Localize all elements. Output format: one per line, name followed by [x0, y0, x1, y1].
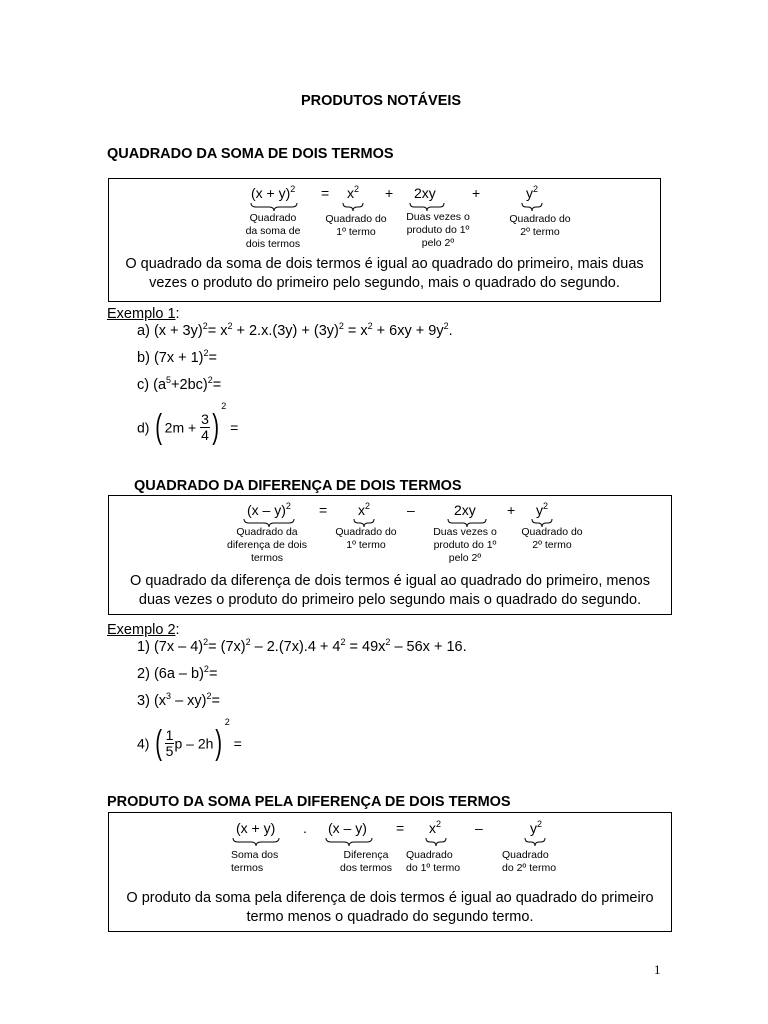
- s1-rule: O quadrado da soma de dois termos é igual ao quadrado do primeiro, mais duas vezes o produto do primeiro pelo segundo, mais o quadrado do segundo.: [125, 256, 644, 291]
- example1-label: Exemplo 1:: [107, 306, 180, 322]
- section1-box: [108, 178, 661, 302]
- s2-label-4: Quadrado do 2º termo: [521, 526, 583, 551]
- example1-c: c) $(a^5+2bc)^2=$: [137, 375, 222, 393]
- example2-2: 2) (6a – b)$^2$=: [137, 664, 218, 682]
- page-title: PRODUTOS NOTÁVEIS: [301, 93, 462, 109]
- s1-label-3: Duas vezes o produto do 1º pelo 2º: [406, 211, 470, 249]
- s2-plus: +: [507, 502, 516, 518]
- page-number: 1: [654, 962, 661, 977]
- example1-d: d) ( 2m + $\frac{3}{4}$ )$^2$ =: [137, 401, 239, 447]
- s1-label-4: Quadrado do 2º termo: [509, 213, 571, 238]
- s2-x2: $x^2$: [358, 501, 371, 518]
- s2-label-1: Quadrado da diferença de dois termos: [227, 526, 307, 564]
- s2-label-3: Duas vezes o produto do 1º pelo 2º: [433, 526, 497, 564]
- s3-x2: $x^2$: [429, 819, 442, 836]
- s2-minus: –: [407, 502, 415, 518]
- s1-plus2: +: [472, 185, 481, 201]
- s1-label-1: Quadrado da soma de dois termos: [245, 212, 301, 250]
- s3-minus: –: [475, 820, 483, 836]
- s1-plus1: +: [385, 185, 394, 201]
- section3-heading: PRODUTO DA SOMA PELA DIFERENÇA DE DOIS TERMOS: [107, 794, 511, 810]
- s3-dot: .: [303, 820, 307, 836]
- s1-brace-4: [521, 202, 543, 212]
- s2-label-2: Quadrado do 1º termo: [335, 526, 397, 551]
- example2-4: 4) ( $\frac{1}{5}$ p – 2h)$^2$ =: [137, 717, 242, 763]
- example1-a: a) $(x + 3y)^2= x^2 + 2.x.(3y) + (3y)^2 = x^2 + 6xy + 9y^2$.: [137, 321, 453, 339]
- s2-rule: O quadrado da diferença de dois termos é igual ao quadrado do primeiro, menos duas vezes o produto do primeiro pelo segundo mais o quadrado do segundo.: [130, 573, 650, 608]
- s1-brace-2: [342, 202, 364, 212]
- example2-label: Exemplo 2:: [107, 622, 180, 638]
- section2-heading: QUADRADO DA DIFERENÇA DE DOIS TERMOS: [134, 478, 462, 494]
- example1-b: b) $(7x + 1)^2=$: [137, 348, 217, 366]
- s2-y2: $y^2$: [536, 501, 549, 518]
- s3-brace-2: [325, 837, 373, 847]
- section1-heading: QUADRADO DA SOMA DE DOIS TERMOS: [107, 146, 394, 162]
- s3-eq: =: [396, 820, 405, 836]
- s3-y2: $y^2$: [530, 819, 543, 836]
- s3-sum: (x + y): [236, 820, 276, 836]
- s1-brace-1: [250, 202, 298, 212]
- example2-3: 3) $(x^3 - xy)^2=$: [137, 691, 220, 709]
- s3-diff: (x – y): [328, 820, 367, 836]
- section2-box: [108, 495, 672, 615]
- s3-label-1: Soma dos termos: [231, 849, 279, 874]
- s3-label-3: Quadrado do 1º termo: [406, 849, 461, 874]
- section3-box: [108, 812, 672, 932]
- s1-lhs: $(x + y)^2$: [251, 184, 296, 201]
- s3-rule: O produto da soma pela diferença de dois termos é igual ao quadrado do primeiro termo menos o quadrado do segundo termo.: [126, 890, 654, 925]
- s1-x2: $x^2$: [347, 184, 360, 201]
- s3-label-2: Diferença dos termos: [340, 849, 392, 874]
- s2-eq: =: [319, 502, 328, 518]
- s1-eq: =: [321, 185, 330, 201]
- s3-brace-1: [232, 837, 280, 847]
- s2-2xy: 2xy: [454, 502, 476, 518]
- s3-brace-4: [524, 837, 546, 847]
- s1-label-2: Quadrado do 1º termo: [325, 213, 387, 238]
- s2-lhs: (x – y)$^2$: [247, 501, 291, 518]
- s3-label-4: Quadrado do 2º termo: [502, 849, 557, 874]
- example2-1: 1) $(7x - 4)^2= (7x)^2 - 2.(7x).4 + 4^2 = 49x^2 - 56x + 16$.: [137, 637, 467, 655]
- s1-y2: $y^2$: [526, 184, 539, 201]
- s3-brace-3: [425, 837, 447, 847]
- s1-2xy: 2xy: [414, 185, 436, 201]
